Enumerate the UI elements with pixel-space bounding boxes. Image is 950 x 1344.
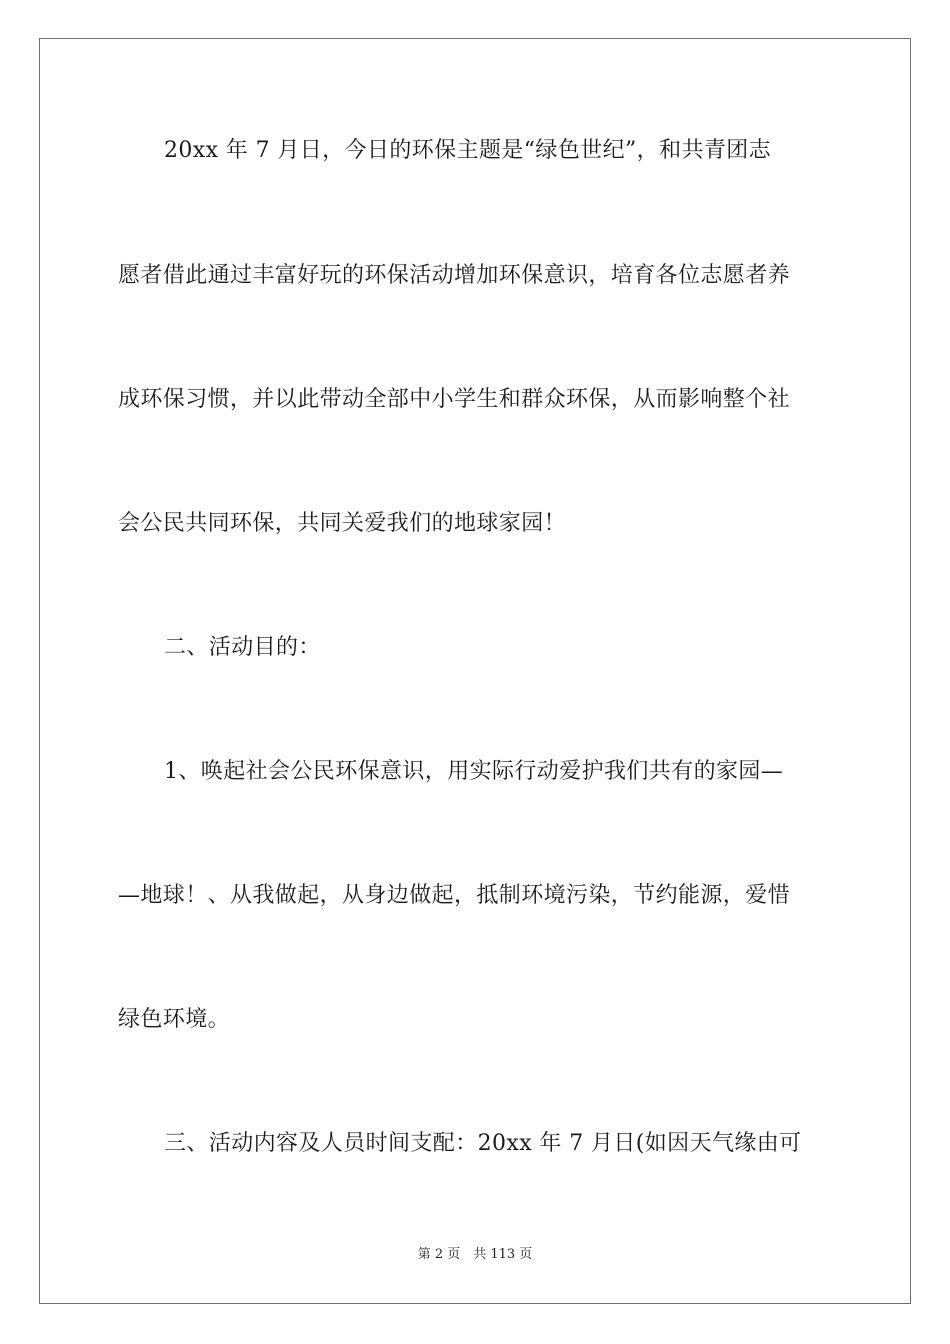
paragraph-line-8: 绿色环境。 [118,1007,231,1032]
page-footer [0,1246,950,1264]
section-heading-purpose: 二、活动目的： [164,635,321,660]
paragraph-line-2: 愿者借此通过丰富好玩的环保活动增加环保意识，培育各位志愿者养 [118,263,791,288]
page-number-label: 第 2 页 共 113 页 [417,1247,533,1262]
paragraph-line-4: 会公民共同环保，共同关爱我们的地球家园！ [118,511,567,536]
paragraph-line-3: 成环保习惯，并以此带动全部中小学生和群众环保，从而影响整个社 [118,387,791,412]
paragraph-line-6: 1、唤起社会公民环保意识，用实际行动爱护我们共有的家园— [164,759,784,784]
section-heading-content: 三、活动内容及人员时间支配：20xx 年 7 月日(如因天气缘由可 [164,1131,802,1156]
paragraph-line-7: —地球！、从我做起，从身边做起，抵制环境污染，节约能源，爱惜 [118,883,791,908]
paragraph-line-1: 20xx 年 7 月日，今日的环保主题是“绿色世纪”，和共青团志 [164,138,772,163]
page-border [39,38,911,1304]
